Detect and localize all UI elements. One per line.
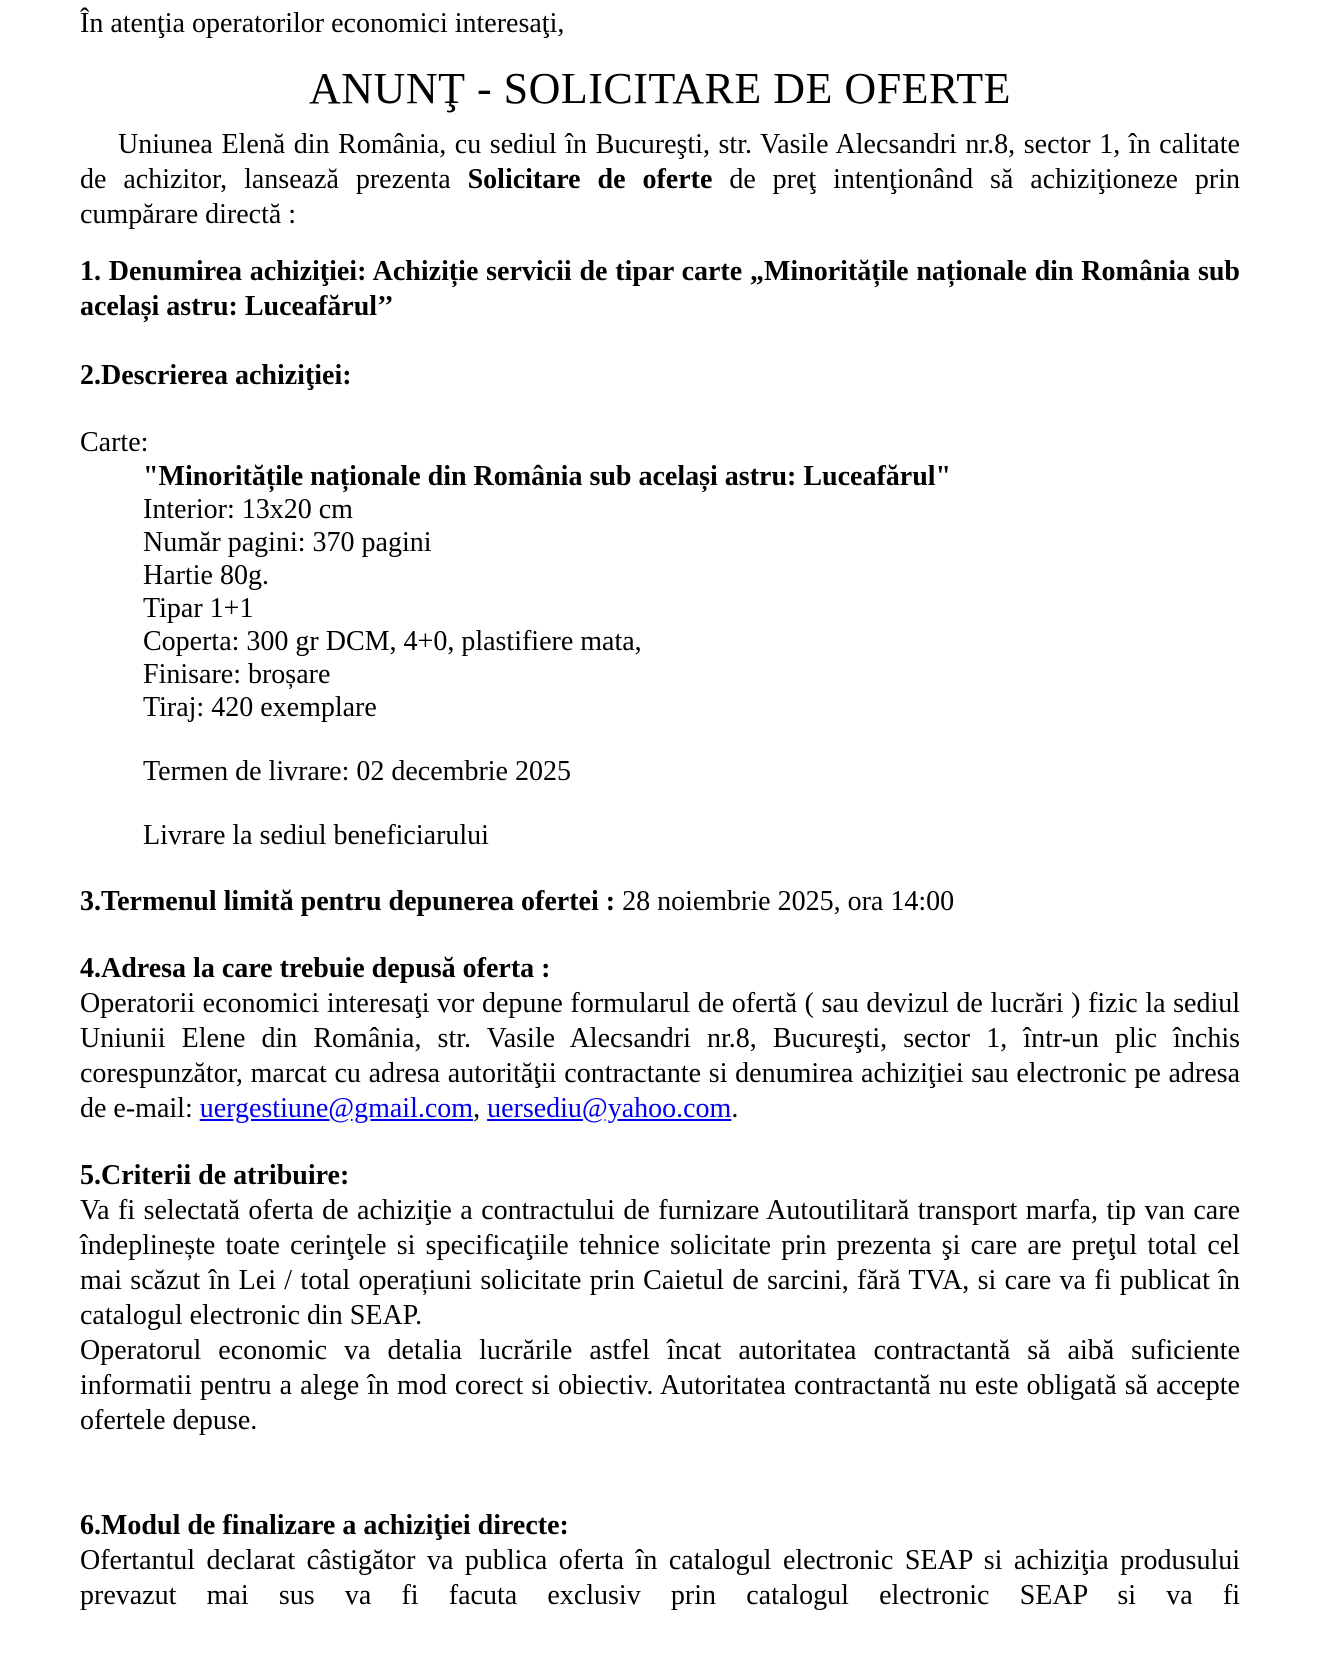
book-spec-list [80,460,1240,852]
spec-item: Număr pagini: 370 pagini [143,527,432,558]
deadline-value: 28 noiembrie 2025, ora 14:00 [615,886,955,917]
delivery-term: Termen de livrare: 02 decembrie 2025 [143,756,571,787]
section-4-heading: 4.Adresa la care trebuie depusă oferta : [80,953,551,984]
section-4-text: Operatorii economici interesaţi vor depune formularul de ofertă ( sau devizul de lucrări ) fizic la sediul Uniunii Elene din România, str. Vasile Alecsandri nr.8, Bucureşti, sector 1, într-un plic închis corespunzător, marcat cu adresa autorităţii contractante si denumirea achiziţiei sau electronic pe adresa de e-mail: [80,988,1240,1124]
page-title: ANUNŢ - SOLICITARE DE OFERTE [309,64,1011,113]
spec-item: Hartie 80g. [143,560,269,591]
section-5-heading: 5.Criterii de atribuire: [80,1160,350,1191]
carte-label: Carte: [80,427,149,458]
delivery-location: Livrare la sediul beneficiarului [143,820,489,851]
section-6-body: Ofertantul declarat câstigător va publica oferta în catalogul electronic SEAP si achiziţia produsului prevazut mai sus va fi facuta exclusiv prin catalogul electronic SEAP si va fi [80,1545,1240,1611]
email-separator: , [473,1093,488,1124]
spec-item: Tiraj: 420 exemplare [143,692,377,723]
section-2-heading: 2.Descrierea achiziţiei: [80,360,352,391]
intro-text-1: Uniunea Elenă din România, cu sediul în Bucureşti, str. Vasile Alecsandri nr.8, sector 1, în calitate de achizitor, lansează prezenta [80,129,1240,195]
spec-item: Coperta: 300 gr DCM, 4+0, plastifiere mata, [143,626,642,657]
greeting: În atenţia operatorilor economici interesaţi, [80,8,565,39]
intro-text-2: de preţ intenţionând să achiziţioneze prin cumpărare directă : [80,164,1240,230]
section-4-end: . [731,1093,739,1124]
intro-bold: Solicitare de oferte [467,164,713,195]
section-3 [80,884,1240,919]
spec-item: Tipar 1+1 [143,593,254,624]
section-1-heading: 1. Denumirea achiziţiei: Achiziție servicii de tipar carte „Minoritățile naționale din România sub același astru: Luceafărul’’ [80,256,1240,322]
spec-item: Finisare: broșare [143,659,331,690]
spec-item: Interior: 13x20 cm [143,494,353,525]
section-3-heading: 3.Termenul limită pentru depunerea ofertei : [80,886,616,917]
email-link-gestiune[interactable]: uergestiune@gmail.com [199,1093,474,1124]
section-4-body [80,986,1240,1126]
intro-paragraph [80,127,1240,232]
section-5-paragraph-1: Va fi selectată oferta de achiziţie a contractului de furnizare Autoutilitară transport marfa, tip van care îndeplinește toate cerinţele si specificaţiile tehnice solicitate prin prezenta şi care are preţul total cel mai scăzut în Lei / total operațiuni solicitate prin Caietul de sarcini, fără TVA, si care va fi publicat în catalogul electronic din SEAP. [80,1195,1240,1331]
email-link-sediu[interactable]: uersediu@yahoo.com [487,1093,732,1124]
section-5-paragraph-2: Operatorul economic va detalia lucrările astfel încat autoritatea contractantă să aibă suficiente informatii pentru a alege în mod corect si obiectiv. Autoritatea contractantă nu este obligată să accepte ofertele depuse. [80,1335,1240,1436]
section-6-heading: 6.Modul de finalizare a achiziţiei directe: [80,1510,569,1541]
book-title: "Minoritățile naționale din România sub același astru: Luceafărul" [143,461,952,492]
